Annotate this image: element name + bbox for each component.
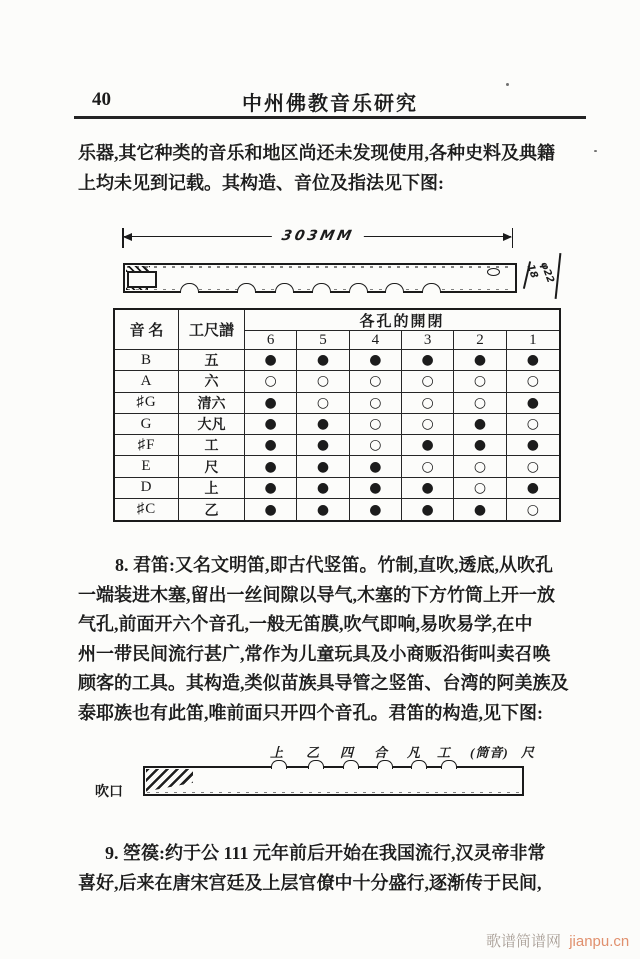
gongche-name-cell: 大凡 xyxy=(179,414,245,435)
hole-state-cell: ● xyxy=(402,478,454,499)
holes-span-header: 各孔的開閉 xyxy=(245,310,559,331)
hole-state-cell: ○ xyxy=(297,371,349,392)
length-dimension-line xyxy=(122,228,513,250)
hole-note-label: 上 xyxy=(270,745,284,760)
hole-state-cell: ○ xyxy=(454,393,506,414)
gongche-header: 工尺譜 xyxy=(179,310,245,350)
hole-state-cell: ● xyxy=(245,435,297,456)
gongche-name-cell: 六 xyxy=(179,371,245,392)
hole-state-cell: ● xyxy=(350,499,402,520)
flute-texture xyxy=(127,266,513,268)
hole-state-cell: ● xyxy=(245,393,297,414)
finger-hole-notch xyxy=(308,760,324,769)
hole-state-cell: ● xyxy=(245,456,297,477)
text-line: 上均未见到记载。其构造、音位及指法见下图: xyxy=(78,173,444,193)
finger-hole-bump xyxy=(349,283,368,293)
text-line: 8. 君笛:又名文明笛,即古代竖笛。竹制,直吹,透底,从吹孔 xyxy=(115,555,553,575)
hole-state-cell: ● xyxy=(350,456,402,477)
flute2-body xyxy=(143,766,524,796)
hole-state-cell: ● xyxy=(507,350,559,371)
finger-hole-bump xyxy=(237,283,256,293)
gongche-name-cell: 工 xyxy=(179,435,245,456)
hole-note-label: 工 xyxy=(437,745,451,760)
gongche-name-cell: 乙 xyxy=(179,499,245,520)
paragraph-konghou xyxy=(78,838,638,898)
tube-note-label: (筒音) xyxy=(470,745,509,760)
hatched-plug xyxy=(146,769,193,794)
note-name-cell: G xyxy=(115,414,179,435)
hole-number-cell: 3 xyxy=(402,331,454,350)
text-line: 喜好,后来在唐宋宫廷及上层官僚中十分盛行,逐渐传于民间, xyxy=(78,873,542,893)
hole-state-cell: ● xyxy=(454,499,506,520)
hole-state-cell: ○ xyxy=(402,414,454,435)
gongche-name-cell: 上 xyxy=(179,478,245,499)
hole-state-cell: ● xyxy=(350,350,402,371)
hole-state-cell: ○ xyxy=(350,371,402,392)
text-line: 顾客的工具。其构造,类似苗族具导管之竖笛、台湾的阿美族及 xyxy=(78,673,569,693)
flute1-body xyxy=(123,263,517,293)
hole-state-cell: ● xyxy=(402,435,454,456)
hole-state-cell: ○ xyxy=(507,456,559,477)
arrow-right-icon xyxy=(503,233,512,241)
fingering-table xyxy=(113,308,561,522)
hole-state-cell: ● xyxy=(454,435,506,456)
hole-state-cell: ● xyxy=(402,499,454,520)
text-line: 乐器,其它种类的音乐和地区尚还未发现使用,各种史料及典籍 xyxy=(78,143,555,163)
hole-state-cell: ● xyxy=(507,393,559,414)
gongche-name-cell: 尺 xyxy=(179,456,245,477)
finger-hole-notch xyxy=(441,760,457,769)
hole-state-cell: ○ xyxy=(526,501,539,518)
text-line: 一端装进木塞,留出一丝间隙以导气,木塞的下方竹筒上开一放 xyxy=(78,584,555,605)
finger-hole-bump xyxy=(312,283,331,293)
top-hole xyxy=(487,268,500,276)
finger-hole-bump xyxy=(422,283,441,293)
note-name-header: 音 名 xyxy=(115,310,179,350)
finger-hole-bump xyxy=(275,283,294,293)
hole-state-cell: ● xyxy=(297,435,349,456)
header-rule xyxy=(74,116,586,119)
watermark xyxy=(486,930,629,951)
note-name-cell: A xyxy=(115,371,179,392)
hole-state-cell: ○ xyxy=(507,414,559,435)
hole-state-cell: ○ xyxy=(245,371,297,392)
arrow-left-icon xyxy=(123,233,132,241)
hole-state-cell: ○ xyxy=(454,456,506,477)
running-header-title: 中州佛教音乐研究 xyxy=(242,93,418,115)
hole-state-cell: ○ xyxy=(454,371,506,392)
hole-state-cell: ● xyxy=(297,456,349,477)
gongche-name-cell: 五 xyxy=(179,350,245,371)
hole-state-cell: ○ xyxy=(454,478,506,499)
text-line: 泰耶族也有此笛,唯前面只开四个音孔。君笛的构造,见下图: xyxy=(78,702,543,723)
hole-number-cell: 6 xyxy=(245,331,297,350)
text-line: 州一带民间流行甚广,常作为儿童玩具及小商贩沿街叫卖召唤 xyxy=(78,643,551,664)
note-name-cell: B xyxy=(115,350,179,371)
hole-state-cell: ○ xyxy=(402,393,454,414)
note-name-cell: E xyxy=(115,456,179,477)
finger-hole-notch xyxy=(343,760,359,769)
hole-note-label: 乙 xyxy=(306,745,320,760)
intro-paragraph xyxy=(78,138,638,198)
mouthpiece-label: 吹口 xyxy=(95,785,123,800)
note-name-cell: ♯F xyxy=(115,435,179,456)
hole-state-cell: ● xyxy=(507,478,559,499)
hole-state-cell: ○ xyxy=(297,393,349,414)
diameter-dimension-label: φ22 xyxy=(537,260,556,285)
hole-number-cell: 2 xyxy=(454,331,506,350)
finger-hole-notch xyxy=(271,760,287,769)
text-line: 气孔,前面开六个音孔,一般无笛膜,吹气即响,易吹易学,在中 xyxy=(78,614,533,634)
gongche-name-cell: 清六 xyxy=(179,393,245,414)
watermark-site-url: jianpu.cn xyxy=(569,933,630,950)
note-name-cell: D xyxy=(115,478,179,499)
hole-state-cell: ● xyxy=(350,478,402,499)
hole-number-cell: 1 xyxy=(507,331,559,350)
length-label: 303MM xyxy=(270,228,365,244)
hole-state-cell: ● xyxy=(245,499,297,520)
dimension-tick xyxy=(555,253,561,299)
hole-state-cell: ○ xyxy=(402,371,454,392)
hole-note-label: 凡 xyxy=(407,745,421,760)
hole-state-cell: ● xyxy=(245,478,297,499)
hole-number-cell: 4 xyxy=(350,331,402,350)
wall-dimension-label: 18 xyxy=(524,263,540,280)
hole-number-cell: 5 xyxy=(297,331,349,350)
hole-state-cell: ○ xyxy=(350,435,402,456)
text-line: 9. 箜篌:约于公 111 元年前后开始在我国流行,汉灵帝非常 xyxy=(105,843,546,863)
hole-state-cell: ● xyxy=(297,350,349,371)
hole-note-label: 合 xyxy=(374,745,388,760)
hole-state-cell: ○ xyxy=(350,393,402,414)
hole-state-cell: ● xyxy=(454,414,506,435)
note-name-cell: ♯G xyxy=(115,393,179,414)
hole-state-cell: ● xyxy=(402,350,454,371)
hole-state-cell: ● xyxy=(297,414,349,435)
finger-hole-notch xyxy=(377,760,393,769)
hole-state-cell: ● xyxy=(245,350,297,371)
hole-state-cell: ○ xyxy=(350,414,402,435)
page-number: 40 xyxy=(92,89,111,110)
cork-plug xyxy=(127,271,157,288)
paragraph-jundi xyxy=(78,551,638,728)
diameter-dimension xyxy=(519,250,565,302)
finger-hole-notch xyxy=(411,760,427,769)
scan-speck xyxy=(506,83,509,86)
finger-hole-bump xyxy=(385,283,404,293)
flute-texture xyxy=(147,792,520,794)
hole-state-cell: ● xyxy=(507,435,559,456)
hole-state-cell: ○ xyxy=(507,371,559,392)
finger-hole-bump xyxy=(180,283,199,293)
tube-note-name: 尺 xyxy=(521,745,535,760)
hole-state-cell: ○ xyxy=(402,456,454,477)
hole-note-label: 四 xyxy=(340,745,354,760)
hole-state-cell: ● xyxy=(297,478,349,499)
watermark-site-name: 歌谱简谱网 xyxy=(486,933,562,950)
hole-state-cell: ● xyxy=(245,414,297,435)
hole-state-cell: ● xyxy=(297,499,349,520)
note-name-cell: ♯C xyxy=(115,499,179,520)
hole-state-cell: ● xyxy=(454,350,506,371)
